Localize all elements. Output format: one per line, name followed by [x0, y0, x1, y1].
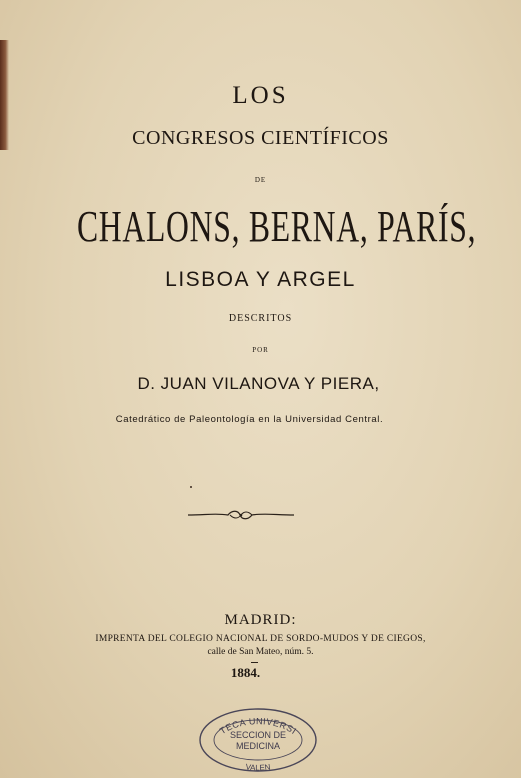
title-congresos: CONGRESOS CIENTÍFICOS — [132, 127, 389, 149]
stamp-line1: SECCION DE — [229, 730, 287, 740]
stamp-bottom-text: VALEN — [244, 762, 272, 773]
divider-dash — [251, 662, 258, 663]
ornament-divider-icon — [186, 508, 296, 522]
title-los: LOS — [232, 82, 289, 109]
title-de: DE — [254, 176, 267, 184]
title-descritos: DESCRITOS — [228, 313, 293, 324]
author-position: Catedrático de Paleontología en la Universidad Central. — [115, 414, 384, 425]
author-name: D. JUAN VILANOVA Y PIERA, — [137, 374, 380, 393]
ink-speck — [190, 486, 192, 488]
svg-text:VALEN — [245, 762, 271, 772]
stamp-line2: MEDICINA — [235, 741, 281, 751]
stamp-top-text: TECA UNIVERSI — [217, 716, 299, 737]
imprint-address: calle de San Mateo, núm. 5. — [207, 647, 314, 657]
title-por: POR — [252, 346, 269, 354]
imprint-printer: IMPRENTA DEL COLEGIO NACIONAL DE SORDO-MUDOS Y DE CIEGOS, — [95, 634, 426, 644]
library-stamp — [196, 706, 320, 774]
imprint-city: MADRID: — [224, 612, 297, 628]
title-lisboa: LISBOA Y ARGEL — [165, 268, 356, 291]
title-cities: CHALONS, BERNA, PARÍS, — [76, 202, 477, 251]
imprint-year: 1884. — [230, 665, 261, 680]
